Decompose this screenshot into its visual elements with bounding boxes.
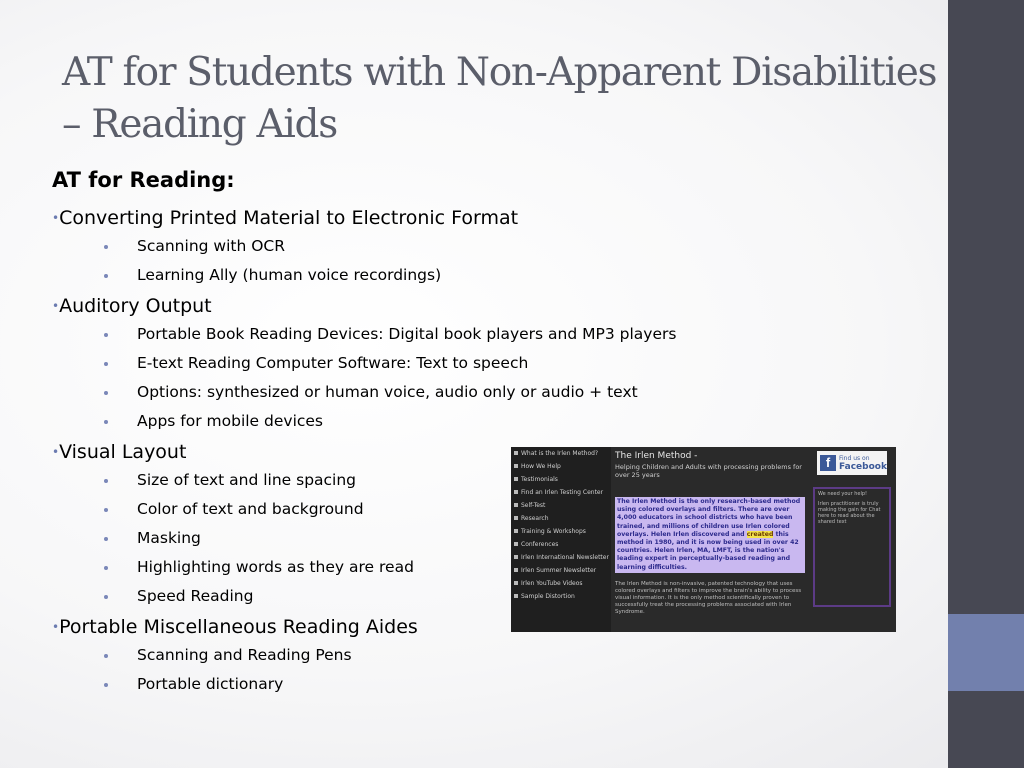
facebook-badge: f Find us on Facebook <box>817 451 887 475</box>
facebook-icon: f <box>820 455 836 471</box>
screenshot-title: The Irlen Method - <box>615 451 698 461</box>
list-item: Learning Ally (human voice recordings) <box>52 261 512 290</box>
list-item: Speed Reading <box>52 582 512 611</box>
screenshot-main <box>615 451 805 632</box>
nav-item: What is the Irlen Method? <box>511 447 611 460</box>
nav-item: Sample Distortion <box>511 590 611 603</box>
list-item: Apps for mobile devices <box>52 407 512 436</box>
section-auditory-output <box>52 292 512 320</box>
section-label: Portable Miscellaneous Reading Aides <box>59 616 418 638</box>
nav-item: Self-Test <box>511 499 611 512</box>
bullet-icon: • <box>52 445 60 459</box>
highlighted-paragraph: The Irlen Method is the only research-based method using colored overlays and filters. There are over 4,000 educators in school districts who have been trained, and millions of children use Irlen colored overlays. Helen Irlen discovered and created this method in 1980, and it is now being used in over 42 countries. Helen Irlen, MA, LMFT, is the nation's leading expert in perceptually-based reading and learning difficulties. <box>615 497 805 573</box>
nav-item: Irlen Summer Newsletter <box>511 564 611 577</box>
nav-item: Find an Irlen Testing Center <box>511 486 611 499</box>
section-label: Converting Printed Material to Electronic Format <box>59 207 519 229</box>
section-label: Auditory Output <box>59 295 212 317</box>
highlighted-word: created <box>746 530 774 538</box>
nav-item: Testimonials <box>511 473 611 486</box>
list-item: E-text Reading Computer Software: Text to speech <box>52 349 512 378</box>
section-label: Visual Layout <box>59 441 187 463</box>
list-item: Portable dictionary <box>52 670 512 699</box>
section-visual-layout <box>52 438 512 466</box>
list-item: Masking <box>52 524 512 553</box>
embedded-website-screenshot <box>511 447 896 632</box>
decorative-sidebar-accent <box>948 614 1024 691</box>
help-box <box>813 487 891 607</box>
list-item: Color of text and background <box>52 495 512 524</box>
help-box-title: We need your help! <box>818 491 868 497</box>
screenshot-nav <box>511 447 611 632</box>
content-heading: AT for Reading: <box>52 168 235 192</box>
bullet-icon: • <box>52 299 60 313</box>
list-item: Scanning and Reading Pens <box>52 641 512 670</box>
nav-item: How We Help <box>511 460 611 473</box>
bullet-icon: • <box>52 211 60 225</box>
list-item: Scanning with OCR <box>52 232 512 261</box>
screenshot-right-column <box>811 451 893 632</box>
bullet-icon: • <box>52 620 60 634</box>
slide-title: AT for Students with Non-Apparent Disabilities – Reading Aids <box>62 50 937 147</box>
nav-item: Training & Workshops <box>511 525 611 538</box>
nav-item: Conferences <box>511 538 611 551</box>
help-box-text: Irlen practitioner is truly making the gain for Chat here to read about the shared text <box>818 501 881 525</box>
section-converting <box>52 204 519 232</box>
list-item: Size of text and line spacing <box>52 466 512 495</box>
list-item: Options: synthesized or human voice, audio only or audio + text <box>52 378 512 407</box>
list-item: Portable Book Reading Devices: Digital book players and MP3 players <box>52 320 512 349</box>
list-item: Highlighting words as they are read <box>52 553 512 582</box>
nav-item: Irlen YouTube Videos <box>511 577 611 590</box>
nav-item: Irlen International Newsletter <box>511 551 611 564</box>
screenshot-body-text: The Irlen Method is non-invasive, patented technology that uses colored overlays and filters to improve the brain's ability to process visual information. It is the only method scientifically proven to successfully treat the processing problems associated with Irlen Syndrome. <box>615 580 802 615</box>
section-portable-misc <box>52 613 512 641</box>
screenshot-subtitle: Helping Children and Adults with processing problems for over 25 years <box>615 463 802 479</box>
nav-item: Research <box>511 512 611 525</box>
